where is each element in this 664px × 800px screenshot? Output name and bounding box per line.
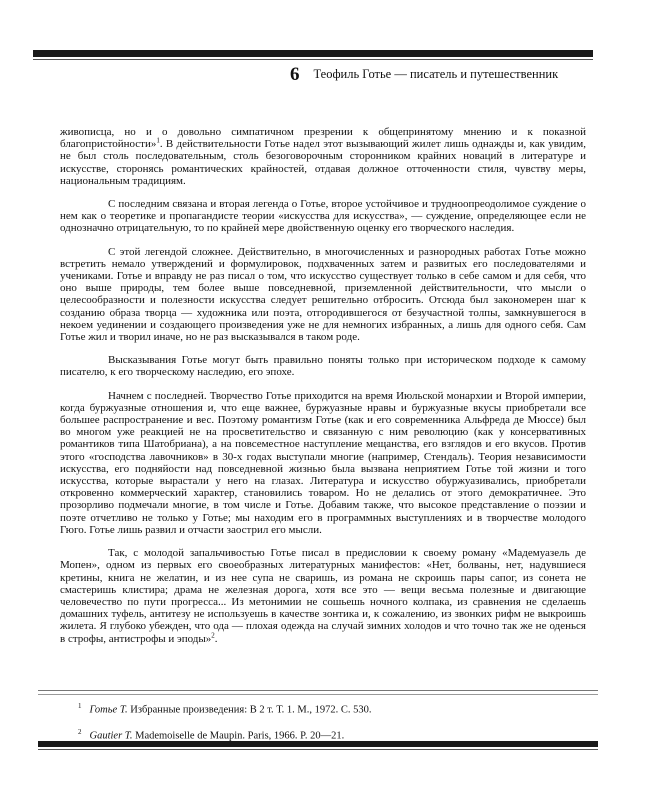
paragraph-text: Высказывания Готье могут быть правильно поняты только при историческом подходе к самому писателю, к его творческому наследию, его эпохе.	[60, 354, 586, 379]
paragraph-3	[60, 246, 586, 344]
running-title: Теофиль Готье — писатель и путешественник	[313, 67, 559, 81]
paragraph-tail: . В действительности Готье надел этот вызывающий жилет лишь однажды и, как увидим, не был столь последовательным, столь безоговорочным сторонником крайних новаций в литературе и искусстве, сторонясь романтических крайностей, отдавая должное отточенности стиля, чувству меры, национальным традициям.	[60, 138, 586, 187]
paragraph-4	[60, 354, 586, 378]
paragraph-text: С этой легендой сложнее. Действительно, в многочисленных и разнородных работах Готье можно встретить немало утверждений и формулировок, подхваченных затем и развитых его последователями и учениками. Готье и вправду не раз писал о том, что искусство существует только в себе самом и для себя, что оно выше природы, тем более выше повседневной, приземленной действительности, что мысли о целесообразности и полезности искусства следует решительно отбросить. Отсюда был закономерен шаг к созданию образа творца — художника или поэта, отгородившегося от безучастной толпы, замкнувшегося в некоем уединении и создающего произведения уже не для немногих избранных, а лишь для одного себя. Сам Готье жил и творил иначе, но не раз высказывался в таком роде.	[60, 245, 586, 344]
paragraph-6	[60, 547, 586, 645]
paragraph-1	[60, 126, 586, 187]
bottom-rule	[38, 741, 598, 747]
footnote-text: Избранные произведения: В 2 т. Т. 1. М., 1972. С. 530.	[130, 704, 372, 716]
bottom-rule-thin	[38, 749, 598, 750]
main-text	[60, 126, 586, 656]
paragraph-5	[60, 390, 586, 536]
footnote-author: Готье Т.	[89, 704, 128, 716]
footnote-mark: 2	[78, 727, 82, 736]
footnote-divider	[38, 690, 598, 691]
footnote-1	[78, 700, 578, 717]
top-rule-thin	[33, 59, 593, 60]
top-rule	[33, 50, 593, 57]
footnote-ref-2: 2	[211, 630, 215, 639]
footnote-ref-1: 1	[156, 136, 160, 145]
paragraph-2	[60, 198, 586, 235]
paragraph-tail: .	[214, 632, 218, 645]
paragraph-text: Так, с молодой запальчивостью Готье писал в предисловии к своему роману «Мадемуазель де Мопен», одном из первых его своеобразных литературных манифестов: «Нет, болваны, нет, надувшиеся кретины, книга не желатин, и из нее супа не сваришь, из романа не скроишь пары сапог, из сонета не смастеришь клистира; драма не железная дорога, хотя все это — вещи весьма полезные и двигающие человечество по пути прогресса... Из метонимии не сошьешь ночного колпака, из сравнения не сделаешь домашних туфель, антитезу не используешь в качестве зонтика и, к сожалению, из звонких рифм не выкроишь жилета. Я глубоко убежден, что ода — плохая одежда на случай зимних холодов и что точно так же не оденься в строфы, антистрофы и эподы»	[60, 547, 586, 645]
page-number: 6	[290, 64, 300, 85]
footnote-author: Gautier T.	[89, 730, 133, 741]
running-header	[290, 64, 610, 88]
footnote-2	[78, 726, 578, 743]
paragraph-text: Начнем с последней. Творчество Готье приходится на время Июльской монархии и Второй империи, когда буржуазные отношения и, что еще важнее, буржуазные нравы и буржуазные вкусы приобретали все большее распространение и вес. Поэтому романтизм Готье (как и его современника Альфреда де Мюссе) был во многом уже реакцией не на просветительство и связанную с ним революцию (как у консервативных романтиков типа Шатобриана), а на повсеместное наступление мещанства, его взглядов и его вкусов. Против этого «господства лавочников» в 30-х годах выступали многие (например, Стендаль). Теория независимости искусства, его подняйости над повседневной жизнью была вызвана неприятием Готье той жизни и того искусства, которые вырастали у него на глазах. Литература и искусство обуржуазивались, приобретали откровенно коммерческий характер, становились товаром. Но не делались от этого демократичнее. Это прозорливо подмечали многие, в том числе и Готье. Добавим также, что высокое представление о поэзии и поэте отчетливо не только у Готье; мы находим его в программных выступлениях и в творчестве молодого Гюго. Готье лишь развил и отчасти заострил его мысли.	[60, 389, 586, 536]
footnote-mark: 1	[78, 702, 82, 710]
footnote-text: Mademoiselle de Maupin. Paris, 1966. P. 20—21.	[135, 730, 345, 741]
paragraph-text: С последним связана и вторая легенда о Готье, второе устойчивое и трудноопреодолимое суждение о нем как о теоретике и пропагандисте теории «искусства для искусства», — суждение, определяющее если не однозначно отрицательную, то по крайней мере двойственную оценку его творческого наследия.	[60, 198, 586, 235]
paragraph-text: живописца, но и о довольно симпатичном презрении к общепринятому мнению и к показной благопристойности»	[60, 126, 586, 151]
footnote-divider-thin	[38, 694, 598, 695]
